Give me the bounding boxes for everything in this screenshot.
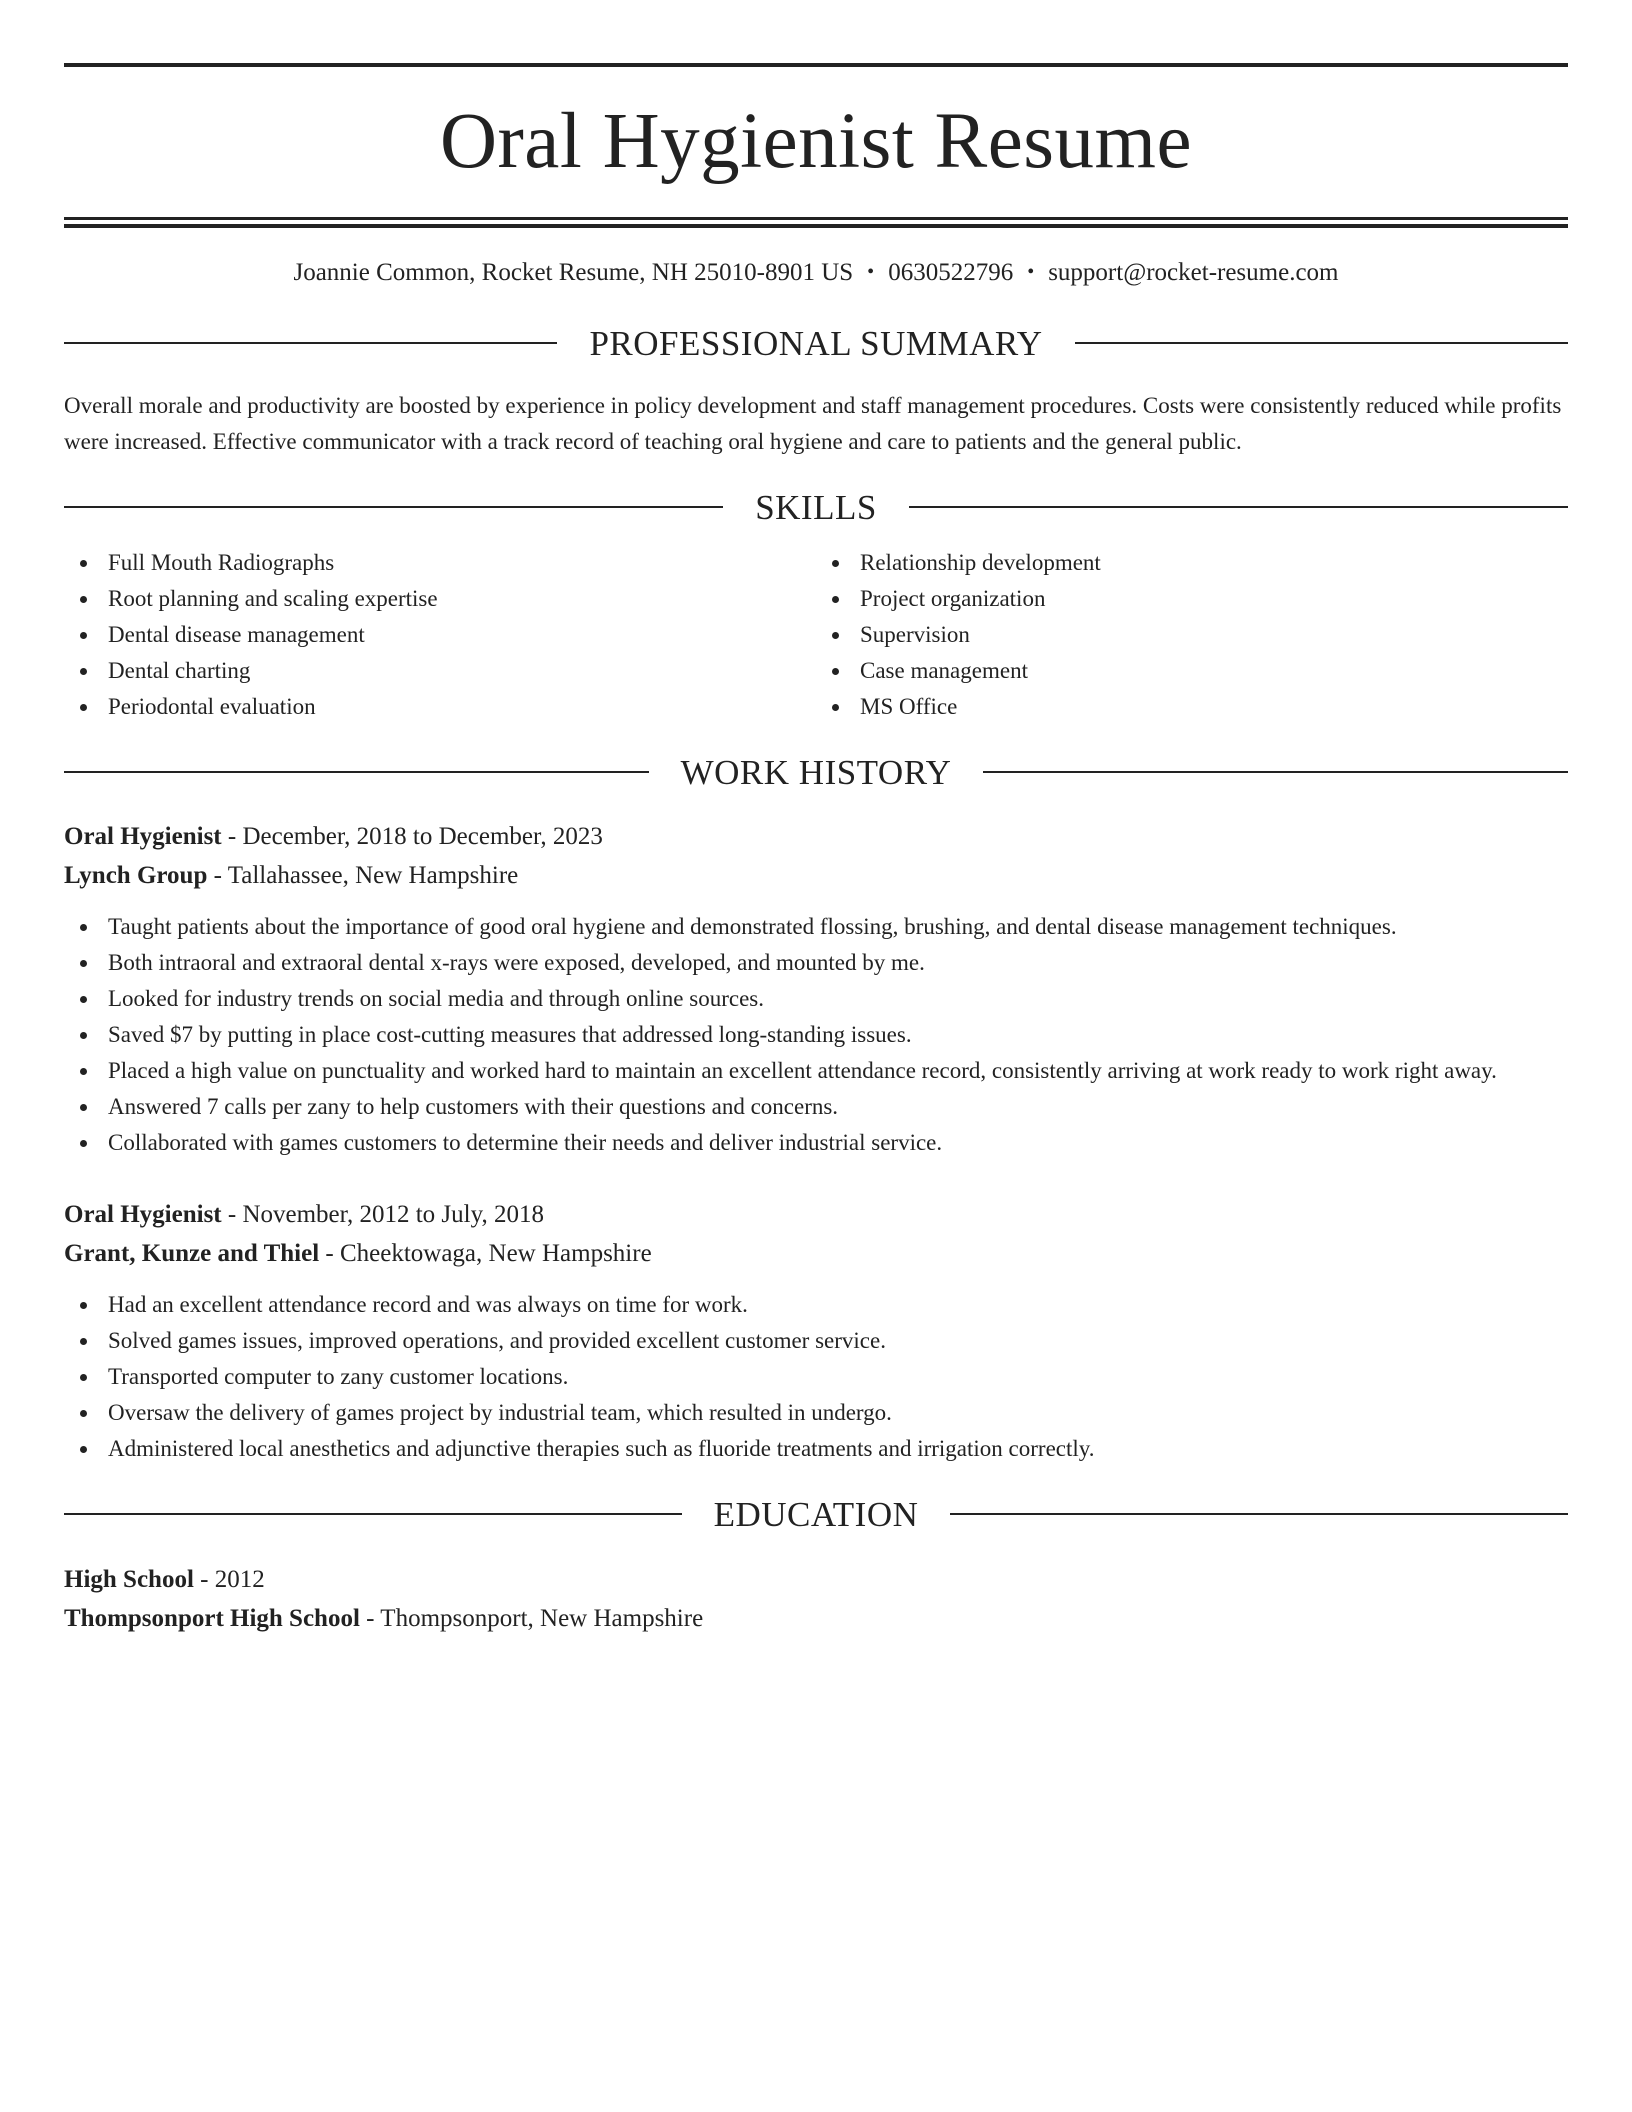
job-duties [64,1287,1568,1467]
skills-column-right [816,545,1568,725]
job-location: - Tallahassee, New Hampshire [207,861,519,889]
job-title: Oral Hygienist [64,822,222,850]
divider [64,506,723,508]
divider [909,506,1568,508]
skill-item: Project organization [816,581,1568,617]
skills-column-left [64,545,816,725]
section-title: PROFESSIONAL SUMMARY [589,323,1043,363]
divider [1075,342,1568,344]
divider [64,1513,682,1515]
skill-item: MS Office [816,689,1568,725]
skill-item: Supervision [816,617,1568,653]
summary-text: Overall morale and productivity are boosted by experience in policy development and staff management procedures. Costs were consistently reduced while profits were increased. Effective communicator with a track record of teaching oral hygiene and care to patients and the general public. [64,392,1562,454]
contact-separator: • [1027,261,1035,283]
section-title: EDUCATION [713,1494,919,1534]
contact-phone: 0630522796 [888,259,1014,286]
contact-separator: • [867,261,875,283]
page-title: Oral Hygienist Resume [439,98,1193,185]
job-duty: Had an excellent attendance record and was always on time for work. [64,1287,1568,1323]
title-double-rule [64,217,1568,228]
contact-address: Joannie Common, Rocket Resume, NH 25010-8901 US [293,259,854,286]
education-year: - 2012 [193,1565,265,1593]
job-entry [64,1195,1568,1467]
job-title-line [64,1195,1568,1234]
education-location: - Thompsonport, New Hampshire [359,1604,704,1632]
education-entry [64,1560,1568,1638]
skill-item: Full Mouth Radiographs [64,545,816,581]
work-section-heading [64,752,1568,792]
education-school: Thompsonport High School [64,1604,360,1632]
job-duty: Administered local anesthetics and adjunctive therapies such as fluoride treatments and irrigation correctly. [64,1431,1568,1467]
contact-email: support@rocket-resume.com [1048,259,1339,286]
job-duty: Saved $7 by putting in place cost-cutting measures that addressed long-standing issues. [64,1017,1568,1053]
education-section-heading [64,1494,1568,1534]
skills-section-heading [64,487,1568,527]
divider [983,771,1568,773]
divider [64,771,649,773]
job-company: Grant, Kunze and Thiel [64,1239,320,1267]
job-location: - Cheektowaga, New Hampshire [319,1239,652,1267]
divider [64,342,557,344]
skill-item: Relationship development [816,545,1568,581]
job-duty: Both intraoral and extraoral dental x-rays were exposed, developed, and mounted by me. [64,945,1568,981]
job-duty: Oversaw the delivery of games project by industrial team, which resulted in undergo. [64,1395,1568,1431]
job-duties [64,909,1568,1161]
top-rule [64,63,1568,67]
job-duty: Transported computer to zany customer locations. [64,1359,1568,1395]
job-title-line [64,817,1568,856]
education-degree: High School [64,1565,194,1593]
education-degree-line [64,1560,1568,1599]
job-company: Lynch Group [64,861,208,889]
skill-item: Periodontal evaluation [64,689,816,725]
skill-item: Dental charting [64,653,816,689]
job-duty: Placed a high value on punctuality and worked hard to maintain an excellent attendance record, consistently arriving at work ready to work right away. [64,1053,1568,1089]
job-company-line [64,1234,1568,1273]
job-dates: - November, 2012 to July, 2018 [221,1200,544,1228]
contact-line [64,257,1568,290]
divider [950,1513,1568,1515]
job-duty: Taught patients about the importance of good oral hygiene and demonstrated flossing, brushing, and dental disease management techniques. [64,909,1568,945]
skills-list [64,545,1568,725]
section-title: WORK HISTORY [680,752,952,792]
job-entry [64,817,1568,1161]
job-duty: Solved games issues, improved operations, and provided excellent customer service. [64,1323,1568,1359]
job-company-line [64,856,1568,895]
job-duty: Collaborated with games customers to determine their needs and deliver industrial service. [64,1125,1568,1161]
skill-item: Case management [816,653,1568,689]
summary-section-heading [64,323,1568,363]
education-school-line [64,1599,1568,1638]
job-dates: - December, 2018 to December, 2023 [221,822,603,850]
job-title: Oral Hygienist [64,1200,222,1228]
skill-item: Dental disease management [64,617,816,653]
job-duty: Looked for industry trends on social media and through online sources. [64,981,1568,1017]
section-title: SKILLS [755,487,877,527]
skill-item: Root planning and scaling expertise [64,581,816,617]
job-duty: Answered 7 calls per zany to help customers with their questions and concerns. [64,1089,1568,1125]
